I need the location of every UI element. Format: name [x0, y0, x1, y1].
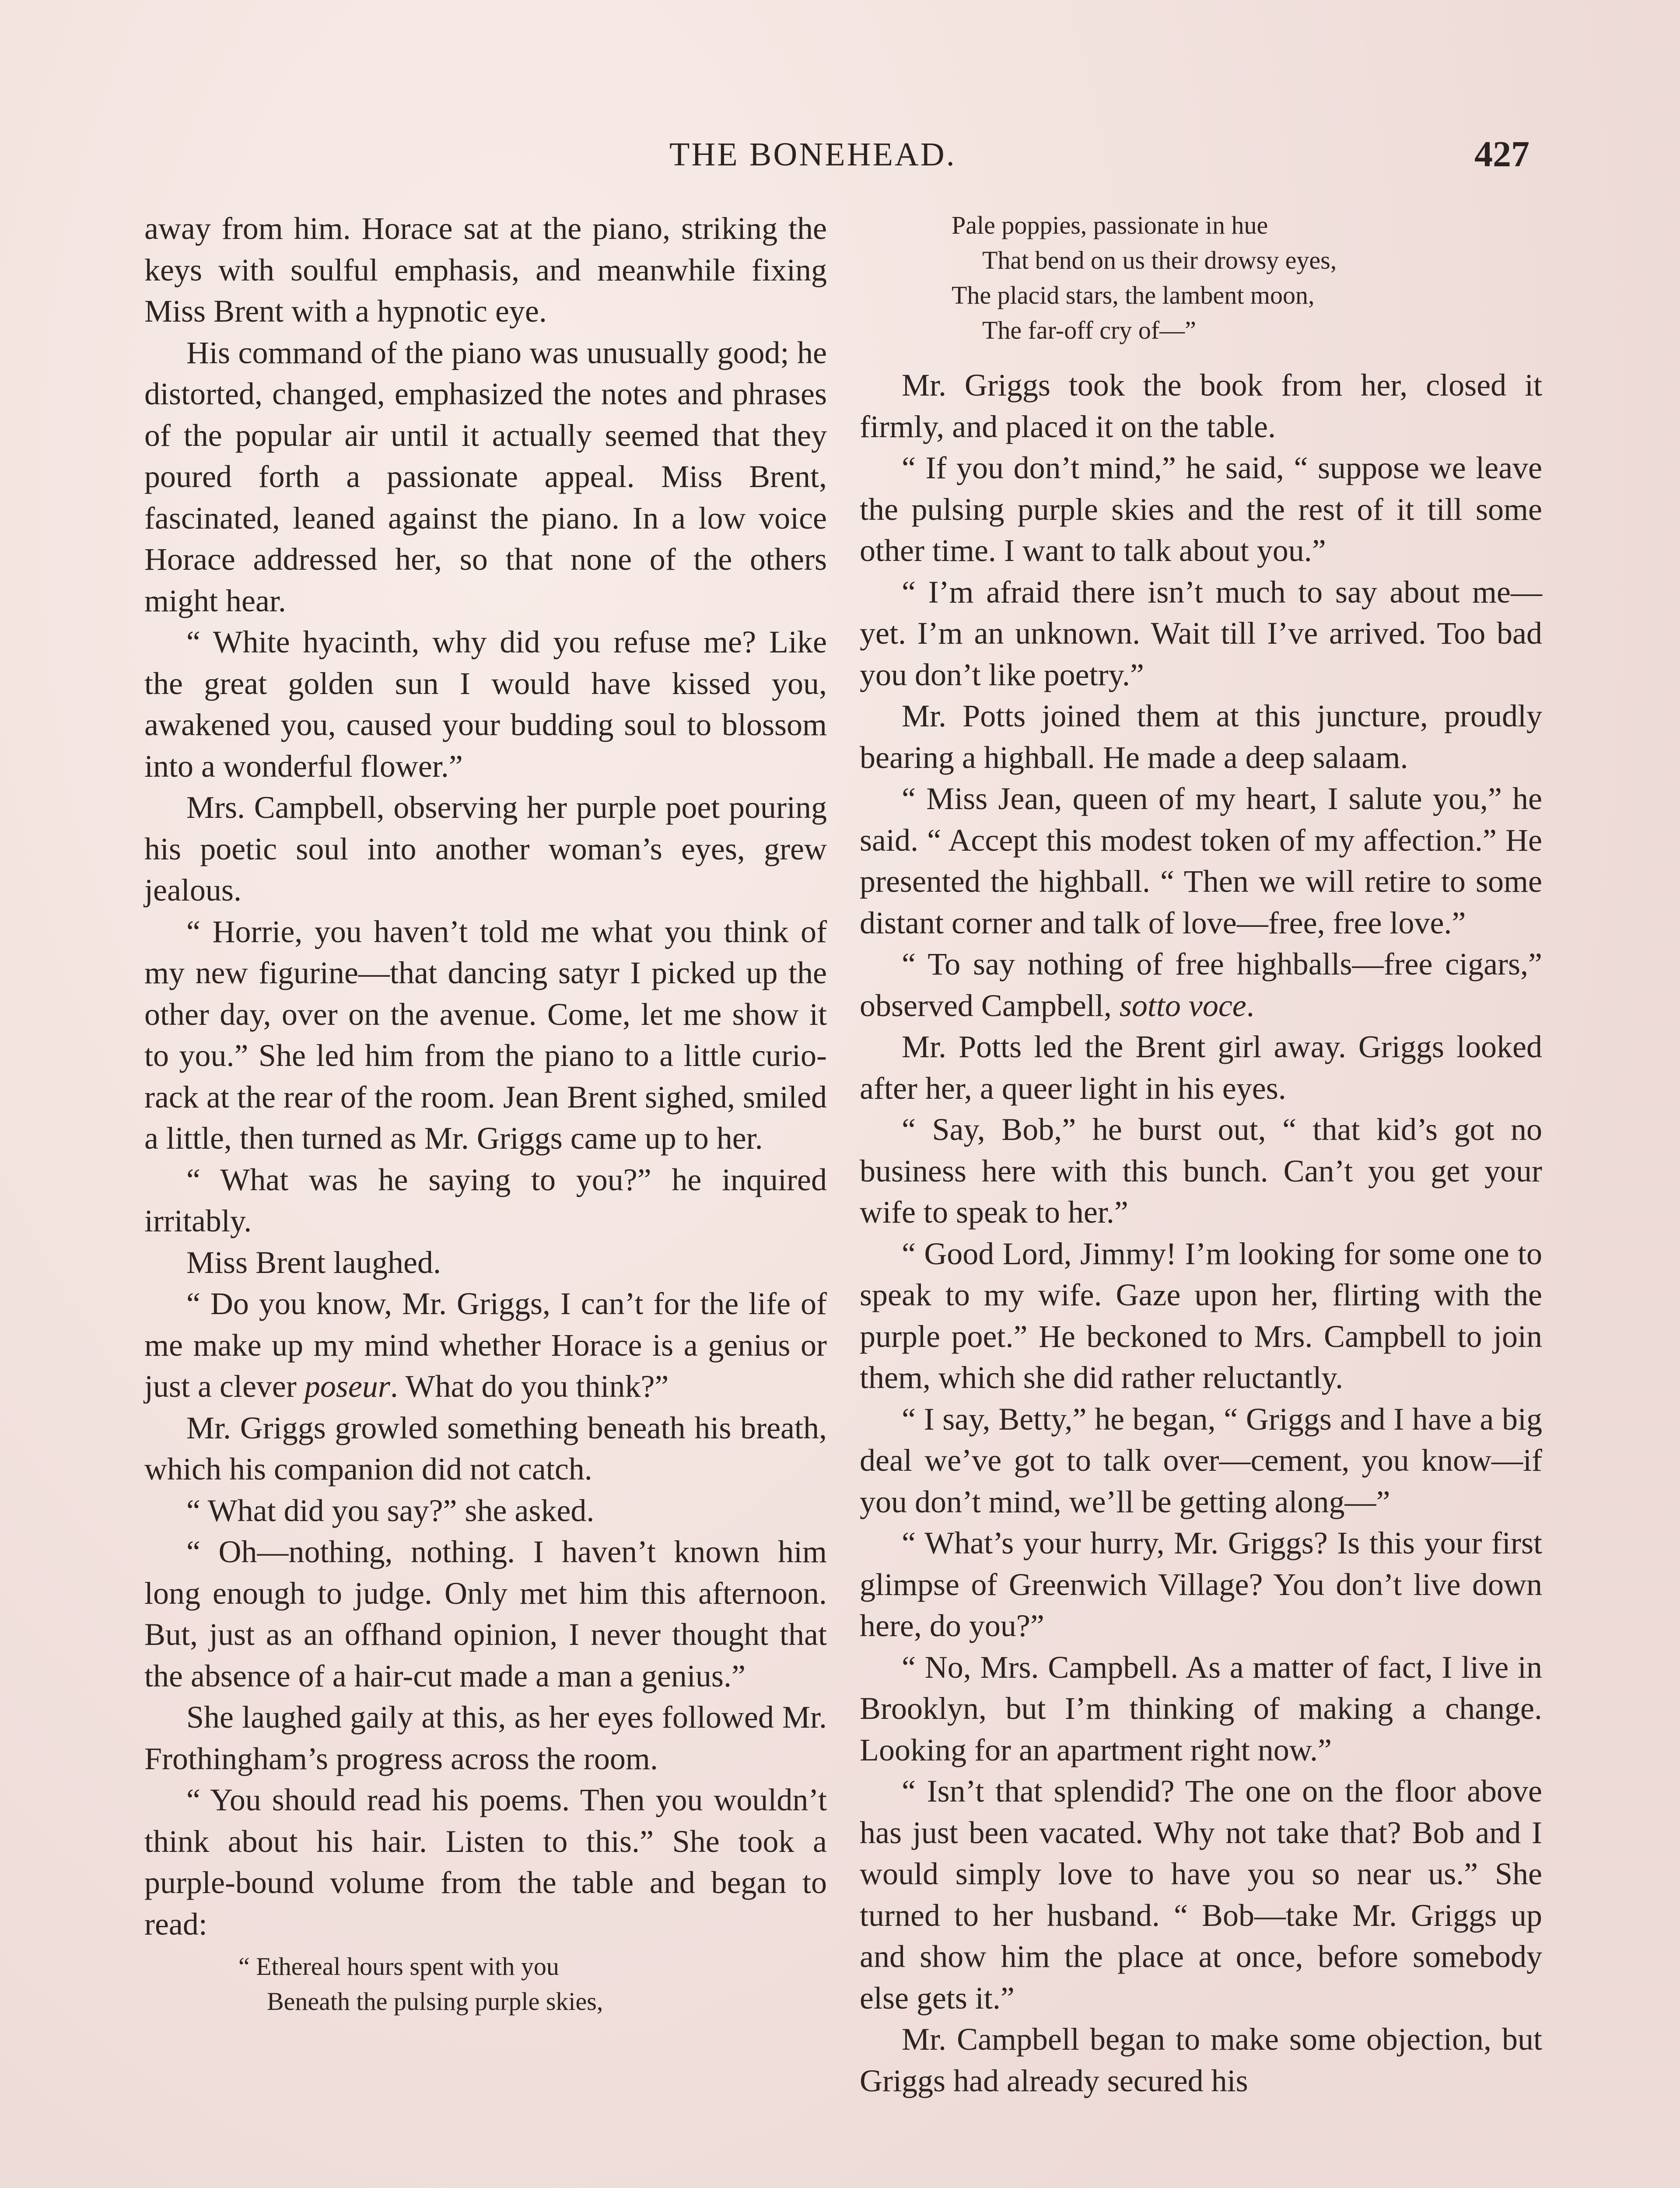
text-run: “ Do you know, Mr. Griggs, I can’t for the life of me make up my mind whether Horace is a genius or just a clever	[144, 1286, 827, 1404]
paragraph: His command of the piano was unusually good; he distorted, changed, emphasized the notes and phrases of the popular air until it actually seemed that they poured forth a passionate appeal. Miss Brent, fascinated, leaned against the piano. In a low voice Horace addressed her, so that none of the others might hear.	[144, 335, 827, 618]
page-header	[0, 127, 1680, 188]
paragraph: “ No, Mrs. Campbell. As a matter of fact, I live in Brooklyn, but I’m thinking of making a change. Looking for an apartment right now.”	[860, 1649, 1542, 1767]
paragraph: She laughed gaily at this, as her eyes followed Mr. Frothingham’s progress across the room.	[144, 1700, 827, 1776]
paragraph: “ Good Lord, Jimmy! I’m looking for some one to speak to my wife. Gaze upon her, flirting with the purple poet.” He beckoned to Mrs. Campbell to join them, which she did rather reluctantly.	[860, 1236, 1542, 1395]
paragraph: “ Miss Jean, queen of my heart, I salute you,” he said. “ Accept this modest token of my affection.” He presented the highball. “ Then we will retire to some distant corner and talk of love—free, free love.”	[860, 781, 1542, 940]
paragraph: Mr. Campbell began to make some objection, but Griggs had already secured his	[860, 2022, 1542, 2098]
paragraph: Mr. Potts led the Brent girl away. Griggs looked after her, a queer light in his eyes.	[860, 1029, 1542, 1106]
paragraph: Mrs. Campbell, observing her purple poet pouring his poetic soul into another woman’s eyes, grew jealous.	[144, 790, 827, 908]
text-run: “ To say nothing of free highballs—free cigars,” observed Campbell,	[860, 947, 1542, 1023]
verse-block	[144, 1949, 827, 2019]
paragraph: “ I say, Betty,” he began, “ Griggs and I have a big deal we’ve got to talk over—cement, you know—if you don’t mind, we’ll be getting along—”	[860, 1401, 1542, 1519]
text-run: . What do you think?”	[390, 1369, 669, 1404]
page-number: 427	[1474, 134, 1530, 175]
paragraph: Mr. Potts joined them at this juncture, proudly bearing a highball. He made a deep salaam.	[860, 698, 1542, 775]
verse-line: Beneath the pulsing purple skies,	[267, 1987, 603, 2016]
verse-line: Pale poppies, passionate in hue	[952, 211, 1268, 239]
paragraph: “ White hyacinth, why did you refuse me? Like the great golden sun I would have kissed you, awakened you, caused your budding soul to blossom into a wonderful flower.”	[144, 624, 827, 784]
right-column	[860, 208, 1542, 2101]
paragraph: “ What’s your hurry, Mr. Griggs? Is this your first glimpse of Greenwich Village? You don’t live down here, do you?”	[860, 1525, 1542, 1643]
paragraph: away from him. Horace sat at the piano, striking the keys with soulful emphasis, and meanwhile fixing Miss Brent with a hypnotic eye.	[144, 211, 827, 329]
paragraph: “ What was he saying to you?” he inquired irritably.	[144, 1162, 827, 1238]
text-run: .	[1246, 988, 1254, 1023]
left-column	[144, 208, 827, 2030]
verse-line: The placid stars, the lambent moon,	[952, 281, 1315, 309]
paragraph: “ You should read his poems. Then you wouldn’t think about his hair. Listen to this.” She took a purple-bound volume from the table and began to read:	[144, 1782, 827, 1942]
verse-line: “ Ethereal hours spent with you	[238, 1952, 559, 1981]
verse-block	[860, 208, 1542, 348]
paragraph: Miss Brent laughed.	[186, 1245, 441, 1280]
running-title: THE BONEHEAD.	[669, 136, 956, 173]
paragraph: “ If you don’t mind,” he said, “ suppose we leave the pulsing purple skies and the rest of it till some other time. I want to talk about you.”	[860, 450, 1542, 568]
paragraph: “ Horrie, you haven’t told me what you think of my new figurine—that dancing satyr I picked up the other day, over on the avenue. Come, let me show it to you.” She led him from the piano to a little curio-rack at the rear of the room. Jean Brent sighed, smiled a little, then turned as Mr. Griggs came up to her.	[144, 914, 827, 1156]
paragraph: Mr. Griggs took the book from her, closed it firmly, and placed it on the table.	[860, 368, 1542, 444]
italic-text: poseur	[304, 1369, 390, 1404]
paragraph: “ Say, Bob,” he burst out, “ that kid’s got no business here with this bunch. Can’t you get your wife to speak to her.”	[860, 1112, 1542, 1230]
paragraph: “ Isn’t that splendid? The one on the floor above has just been vacated. Why not take that? Bob and I would simply love to have you so near us.” She turned to her husband. “ Bob—take Mr. Griggs up and show him the place at once, before somebody else gets it.”	[860, 1774, 1542, 2016]
italic-text: sotto voce	[1119, 988, 1246, 1023]
paragraph: Mr. Griggs growled something beneath his breath, which his companion did not catch.	[144, 1410, 827, 1487]
verse-line: That bend on us their drowsy eyes,	[982, 246, 1337, 274]
paragraph: “ What did you say?” she asked.	[186, 1493, 595, 1528]
paragraph: “ I’m afraid there isn’t much to say about me—yet. I’m an unknown. Wait till I’ve arrived. Too bad you don’t like poetry.”	[860, 574, 1542, 692]
paragraph	[144, 1283, 827, 1407]
paragraph	[860, 943, 1542, 1026]
paragraph: “ Oh—nothing, nothing. I haven’t known him long enough to judge. Only met him this afternoon. But, just as an offhand opinion, I never thought that the absence of a hair-cut made a man a genius.”	[144, 1534, 827, 1694]
verse-line: The far-off cry of—”	[982, 316, 1196, 344]
